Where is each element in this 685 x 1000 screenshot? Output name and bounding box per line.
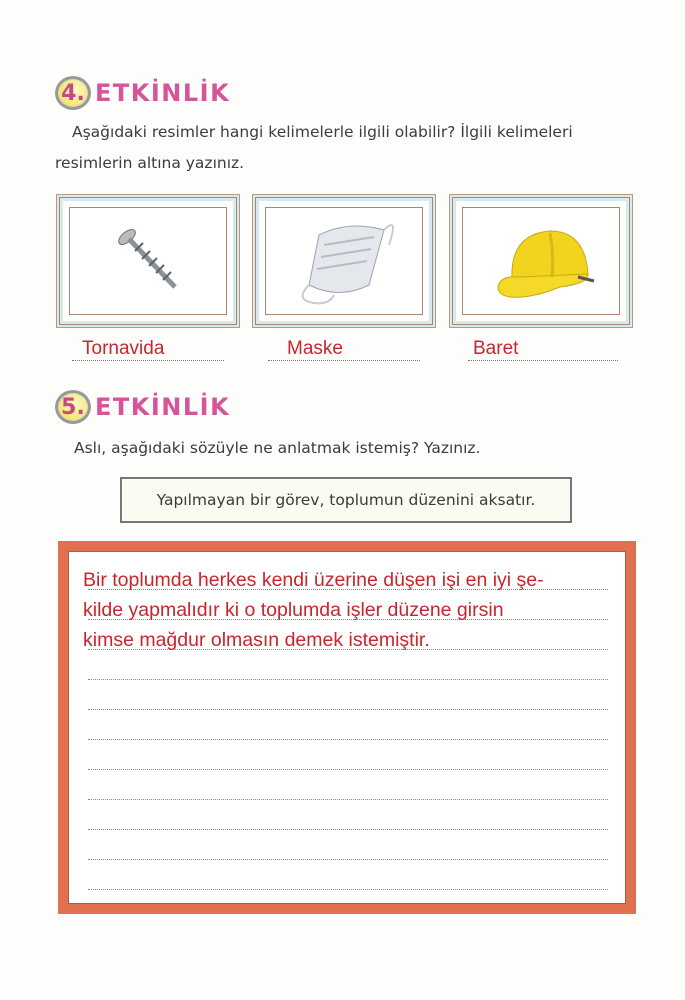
activity-4-heading: [55, 76, 230, 110]
activity-number-badge: 4.: [55, 76, 91, 110]
answer-word-3: Baret: [473, 338, 519, 359]
handwritten-answer: [83, 565, 623, 655]
writing-line: [88, 709, 608, 710]
quote-text: Yapılmayan bir görev, toplumun düzenini aksatır.: [156, 491, 536, 509]
instruction-line-2: resimlerin altına yazınız.: [55, 154, 245, 172]
writing-line: [88, 739, 608, 740]
screw-icon: [113, 221, 193, 301]
writing-line: [88, 679, 608, 680]
activity-5-instruction: Aslı, aşağıdaki sözüyle ne anlatmak istemiş? Yazınız.: [74, 439, 481, 457]
picture-frame-hard-hat: [450, 195, 632, 327]
picture-frame-screw: [57, 195, 239, 327]
writing-line: [88, 829, 608, 830]
picture-frame-mask: [253, 195, 435, 327]
activity-5-heading: [55, 390, 230, 424]
instruction-line-1: Aşağıdaki resimler hangi kelimelerle ilgili olabilir? İlgili kelimeleri: [72, 123, 573, 141]
answer-writing-box[interactable]: [58, 541, 636, 914]
face-mask-icon: [289, 215, 399, 305]
hard-hat-icon: [490, 219, 600, 309]
answer-line-text: kilde yapmalıdır ki o toplumda işler düzene girsin: [83, 599, 504, 621]
writing-line: [88, 799, 608, 800]
writing-line: [88, 769, 608, 770]
quote-box: [120, 477, 572, 523]
writing-line: [88, 859, 608, 860]
answer-line-text: Bir toplumda herkes kendi üzerine düşen işi en iyi şe-: [83, 569, 544, 591]
writing-line: [88, 889, 608, 890]
answer-line-text: kimse mağdur olmasın demek istemiştir.: [83, 629, 430, 651]
activity-number-badge: 5.: [55, 390, 91, 424]
activity-title: ETKİNLİK: [95, 79, 231, 107]
answer-word-1: Tornavida: [82, 338, 165, 359]
activity-title: ETKİNLİK: [95, 393, 231, 421]
answer-word-2: Maske: [287, 338, 343, 359]
